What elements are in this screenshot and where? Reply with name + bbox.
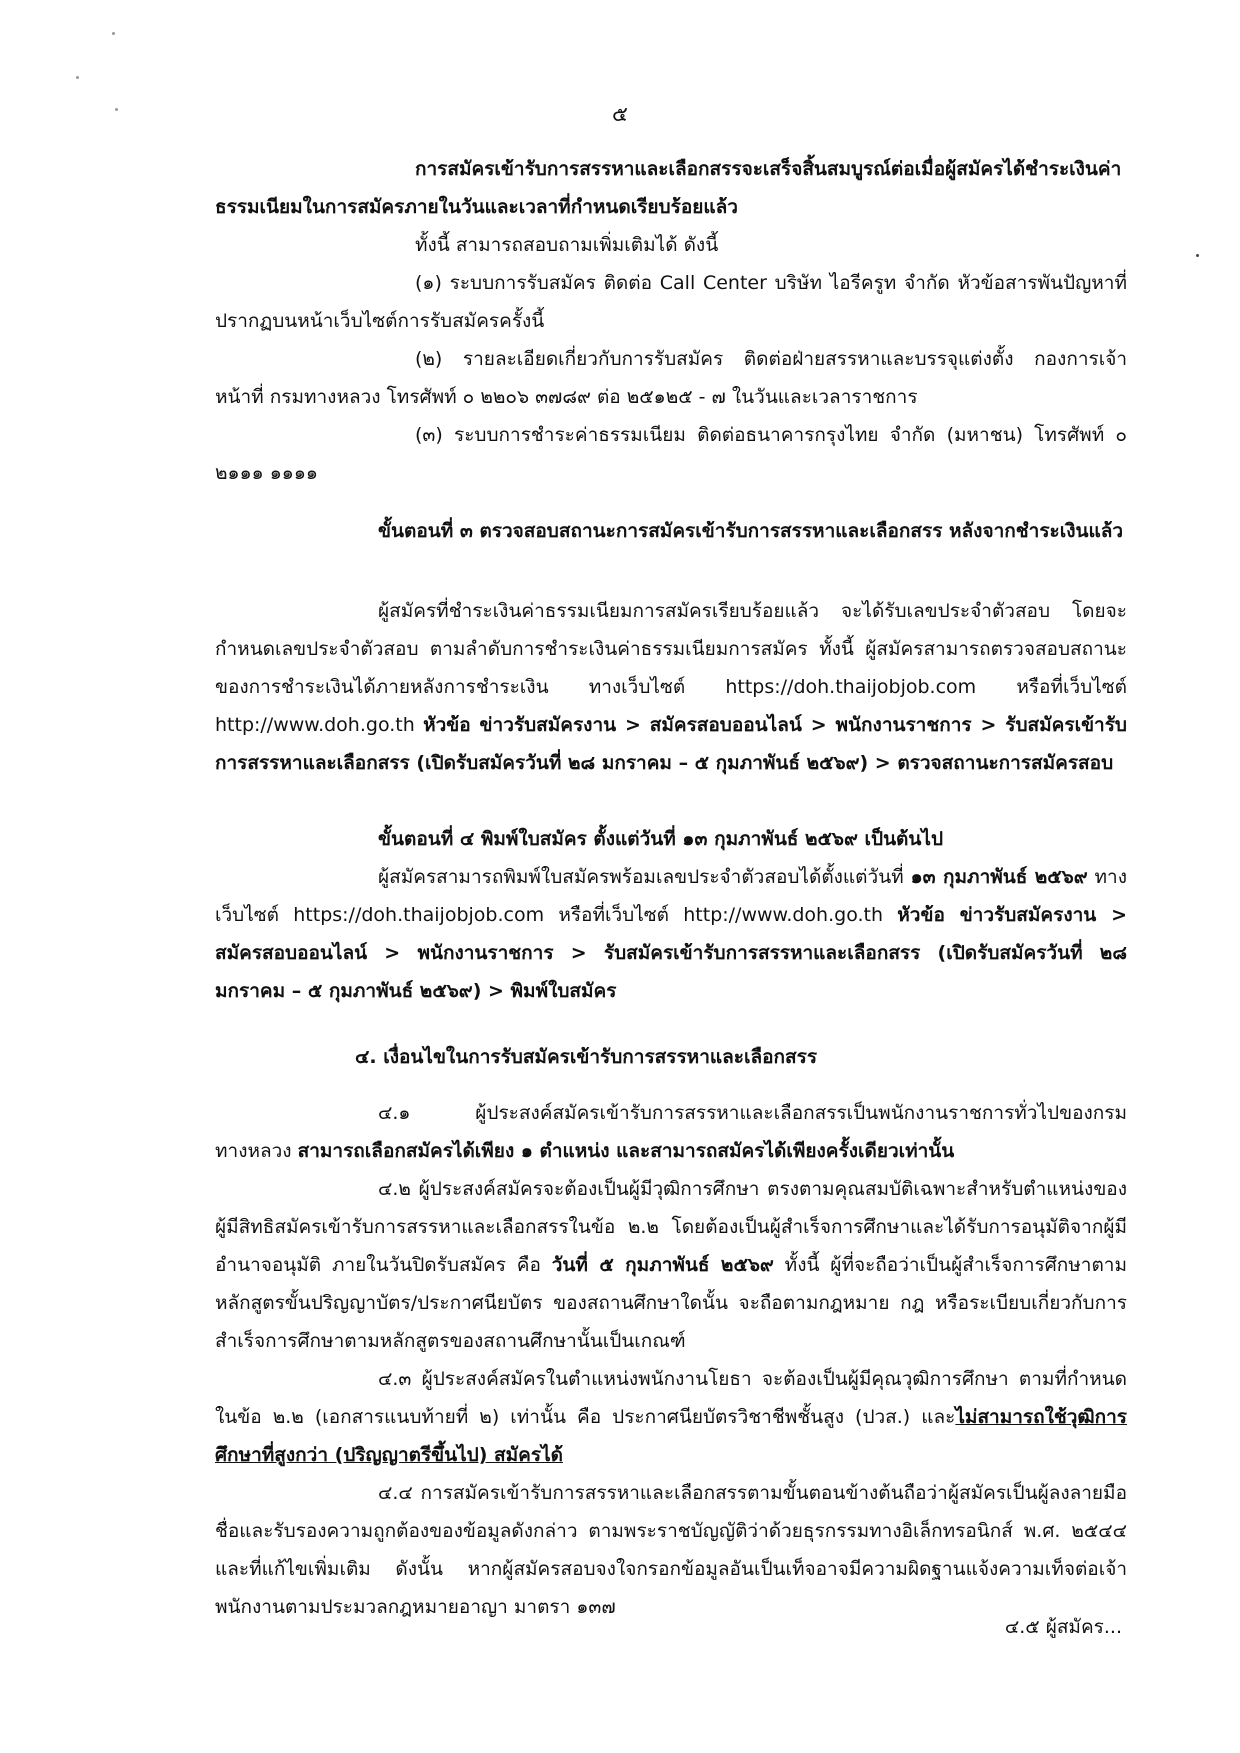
step4-text: ผู้สมัครสามารถพิมพ์ใบสมัครพร้อมเลขประจำตัวสอบได้ตั้งแต่วันที่ (378, 866, 904, 888)
scan-speck (76, 76, 79, 79)
contact-item-3: (๓) ระบบการชำระค่าธรรมเนียม ติดต่อธนาคารกรุงไทย จำกัด (มหาชน) โทรศัพท์ ๐ ๒๑๑๑ ๑๑๑๑ (215, 424, 1127, 484)
scan-speck (1196, 254, 1199, 257)
section-payment-info (215, 150, 1127, 492)
contact-item-1: (๑) ระบบการรับสมัคร ติดต่อ Call Center บริษัท ไอรีครูท จำกัด หัวข้อสารพันปัญหาที่ปรากฏบนหน้าเว็บไซต์การรับสมัครครั้งนี้ (215, 272, 1127, 332)
condition-4-2-rest: ทั้งนี้ ผู้ที่จะถือว่าเป็นผู้สำเร็จการศึกษาตามหลักสูตรขั้นปริญญาบัตร/ประกาศนียบัตร ของสถานศึกษาใดนั้น จะถือตามกฎหมาย กฎ หรือระเบียบเกี่ยวกับการสำเร็จการศึกษาตามหลักสูตรของสถานศึกษานั้นเป็นเกณฑ์ (215, 1254, 1127, 1352)
step3-navigation-path: หัวข้อ ข่าวรับสมัครงาน > สมัครสอบออนไลน์ > พนักงานราชการ > รับสมัครเข้ารับการสรรหาและเลือกสรร (เปิดรับสมัครวันที่ ๒๘ มกราคม – ๕ กุมภาพันธ์ ๒๕๖๙) > ตรวจสถานะการสมัครสอบ (215, 714, 1127, 774)
step4-date: ๑๓ กุมภาพันธ์ ๒๕๖๙ (910, 866, 1088, 888)
condition-4-3 (215, 1360, 1127, 1474)
page-number: ๕ (612, 102, 628, 126)
condition-4-1-text: ๔.๑ ผู้ประสงค์สมัครเข้ารับการสรรหาและเลือกสรรเป็นพนักงานราชการทั่วไปของกรมทางหลวง (215, 1102, 1127, 1162)
section-4-body (215, 1094, 1127, 1626)
step3-heading: ขั้นตอนที่ ๓ ตรวจสอบสถานะการสมัครเข้ารับการสรรหาและเลือกสรร หลังจากชำระเงินแล้ว (378, 520, 1124, 542)
condition-4-1-emphasis: สามารถเลือกสมัครได้เพียง ๑ ตำแหน่ง และสามารถสมัครได้เพียงครั้งเดียวเท่านั้น (297, 1140, 955, 1162)
condition-4-2-text: ๔.๒ ผู้ประสงค์สมัครจะต้องเป็นผู้มีวุฒิการศึกษา ตรงตามคุณสมบัติเฉพาะสำหรับตำแหน่งของผู้มีสิทธิสมัครเข้ารับการสรรหาและเลือกสรรในข้อ ๒.๒ โดยต้องเป็นผู้สำเร็จการศึกษาและได้รับการอนุมัติจากผู้มีอำนาจอนุมัติ ภายในวันปิดรับสมัคร คือ (215, 1178, 1127, 1276)
step4-paragraph (215, 858, 1127, 1010)
section-step-4 (215, 820, 1127, 1010)
condition-4-3-text: ๔.๓ ผู้ประสงค์สมัครในตำแหน่งพนักงานโยธา จะต้องเป็นผู้มีคุณวุฒิการศึกษา ตามที่กำหนดในข้อ ๒.๒ (เอกสารแนบท้ายที่ ๒) เท่านั้น คือ ประกาศนียบัตรวิชาชีพชั้นสูง (ปวส.) และ (215, 1368, 1127, 1428)
section-step-3-body (215, 592, 1127, 782)
contact-item-2: (๒) รายละเอียดเกี่ยวกับการรับสมัคร ติดต่อฝ่ายสรรหาและบรรจุแต่งตั้ง กองการเจ้าหน้าที่ กรมทางหลวง โทรศัพท์ ๐ ๒๒๐๖ ๓๗๘๙ ต่อ ๒๕๑๒๕ - ๗ ในวันและเวลาราชการ (215, 348, 1127, 408)
section-4-conditions (215, 1038, 1127, 1076)
step3-text: ผู้สมัครที่ชำระเงินค่าธรรมเนียมการสมัครเรียบร้อยแล้ว จะได้รับเลขประจำตัวสอบ โดยจะกำหนดเลขประจำตัวสอบ ตามลำดับการชำระเงินค่าธรรมเนียมการสมัคร ทั้งนี้ ผู้สมัครสามารถตรวจสอบสถานะของการชำระเงินได้ภายหลังการชำระเงิน ทางเว็บไซต์ https://doh.thaijobjob.com หรือที่เว็บไซต์ http://www.doh.go.th (215, 600, 1127, 736)
condition-4-3-restriction: ไม่สามารถใช้วุฒิการศึกษาที่สูงกว่า (ปริญญาตรีขึ้นไป) สมัครได้ (215, 1406, 1127, 1466)
step4-websites: ทางเว็บไซต์ https://doh.thaijobjob.com หรือที่เว็บไซต์ http://www.doh.go.th (215, 866, 1128, 926)
step4-navigation-path: หัวข้อ ข่าวรับสมัครงาน > สมัครสอบออนไลน์ > พนักงานราชการ > รับสมัครเข้ารับการสรรหาและเลือกสรร (เปิดรับสมัครวันที่ ๒๘ มกราคม – ๕ กุมภาพันธ์ ๒๕๖๙) > พิมพ์ใบสมัคร (215, 904, 1127, 1002)
condition-4-4: ๔.๔ การสมัครเข้ารับการสรรหาและเลือกสรรตามขั้นตอนข้างต้นถือว่าผู้สมัครเป็นผู้ลงลายมือชื่อและรับรองความถูกต้องของข้อมูลดังกล่าว ตามพระราชบัญญัติว่าด้วยธุรกรรมทางอิเล็กทรอนิกส์ พ.ศ. ๒๕๔๔ และที่แก้ไขเพิ่มเติม ดังนั้น หากผู้สมัครสอบจงใจกรอกข้อมูลอันเป็นเท็จอาจมีความผิดฐานแจ้งความเท็จต่อเจ้าพนักงานตามประมวลกฎหมายอาญา มาตรา ๑๓๗ (215, 1482, 1127, 1618)
continuation-footer: ๔.๕ ผู้สมัคร... (1004, 1616, 1122, 1638)
section-step-3 (215, 512, 1127, 550)
condition-4-2 (215, 1170, 1127, 1360)
contact-intro: ทั้งนี้ สามารถสอบถามเพิ่มเติมได้ ดังนี้ (415, 234, 719, 256)
scan-speck (112, 32, 115, 35)
condition-4-2-date: วันที่ ๕ กุมภาพันธ์ ๒๕๖๙ (551, 1254, 774, 1276)
section4-heading: ๔. เงื่อนไขในการรับสมัครเข้ารับการสรรหาและเลือกสรร (355, 1046, 818, 1068)
payment-completion-paragraph: การสมัครเข้ารับการสรรหาและเลือกสรรจะเสร็จสิ้นสมบูรณ์ต่อเมื่อผู้สมัครได้ชำระเงินค่าธรรมเนียมในการสมัครภายในวันและเวลาที่กำหนดเรียบร้อยแล้ว (215, 158, 1122, 218)
step3-paragraph (215, 592, 1127, 782)
step4-heading: ขั้นตอนที่ ๔ พิมพ์ใบสมัคร ตั้งแต่วันที่ ๑๓ กุมภาพันธ์ ๒๕๖๙ เป็นต้นไป (378, 828, 943, 850)
condition-4-1 (215, 1094, 1127, 1170)
